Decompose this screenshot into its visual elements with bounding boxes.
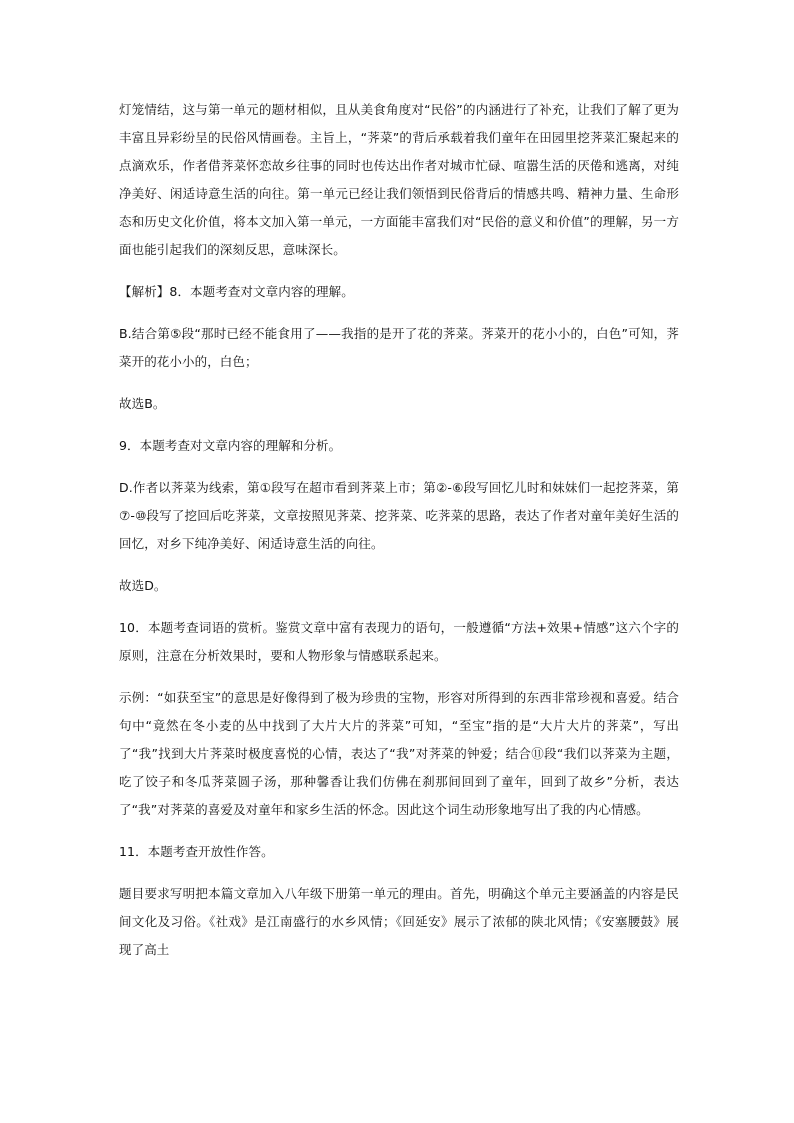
paragraph-q9-intro: 9．本题考查对文章内容的理解和分析。: [119, 438, 342, 453]
paragraph-q10-example: 示例：“如获至宝”的意思是好像得到了极为珍贵的宝物，形容对所得到的东西非常珍视和喜爱。结合句中“竟然在冬小麦的丛中找到了大片大片的荠菜”可知，“至宝”指的是“大片大片的荠菜”，写出了“我”找到大片荠菜时极度喜悦的心情，表达了“我”对荠菜的钟爱；结合⑪段“我们以荠菜为主题，吃了饺子和冬瓜荠菜圆子汤，那种馨香让我们仿佛在刹那间回到了童年，回到了故乡”分析，表达了“我”对荠菜的喜爱及对童年和家乡生活的怀念。因此这个词生动形象地写出了我的内心情感。: [119, 690, 679, 817]
paragraph-q11-intro: 11．本题考查开放性作答。: [119, 844, 274, 859]
document-body: [119, 96, 679, 978]
paragraph-q10-intro: 10．本题考查词语的赏析。鉴赏文章中富有表现力的语句，一般遵循“方法+效果+情感”这六个字的原则，注意在分析效果时，要和人物形象与情感联系起来。: [119, 620, 679, 663]
paragraph-q9-option-d: D.作者以荠菜为线索，第①段写在超市看到荠菜上市；第②-⑥段写回忆儿时和妹妹们一起挖荠菜，第⑦-⑩段写了挖回后吃荠菜，文章按照见荠菜、挖荠菜、吃荠菜的思路，表达了作者对童年美好生活的回忆，对乡下纯净美好、闲适诗意生活的向往。: [119, 480, 679, 551]
paragraph-lantern-summary: 灯笼情结，这与第一单元的题材相似，且从美食角度对“民俗”的内涵进行了补充，让我们了解了更为丰富且异彩纷呈的民俗风情画卷。主旨上，“荠菜”的背后承载着我们童年在田园里挖荠菜汇聚起来的点滴欢乐，作者借荠菜怀恋故乡往事的同时也传达出作者对城市忙碌、喧嚣生活的厌倦和逃离，对纯净美好、闲适诗意生活的向往。第一单元已经让我们领悟到民俗背后的情感共鸣、精神力量、生命形态和历史文化价值，将本文加入第一单元，一方面能丰富我们对“民俗的意义和价值”的理解，另一方面也能引起我们的深刻反思，意味深长。: [119, 102, 679, 257]
paragraph-q8-answer: 故选B。: [119, 396, 166, 411]
paragraph-q9-answer: 故选D。: [119, 578, 167, 593]
paragraph-q11-body: 题目要求写明把本篇文章加入八年级下册第一单元的理由。首先，明确这个单元主要涵盖的内容是民间文化及习俗。《社戏》是江南盛行的水乡风情；《回延安》展示了浓郁的陕北风情；《安塞腰鼓》展现了高土: [119, 886, 679, 957]
paragraph-q8-option-b: B.结合第⑤段“那时已经不能食用了——我指的是开了花的荠菜。荠菜开的花小小的，白色”可知，荠菜开的花小小的，白色；: [119, 326, 679, 369]
paragraph-analysis-q8: 【解析】8．本题考查对文章内容的理解。: [119, 284, 354, 299]
